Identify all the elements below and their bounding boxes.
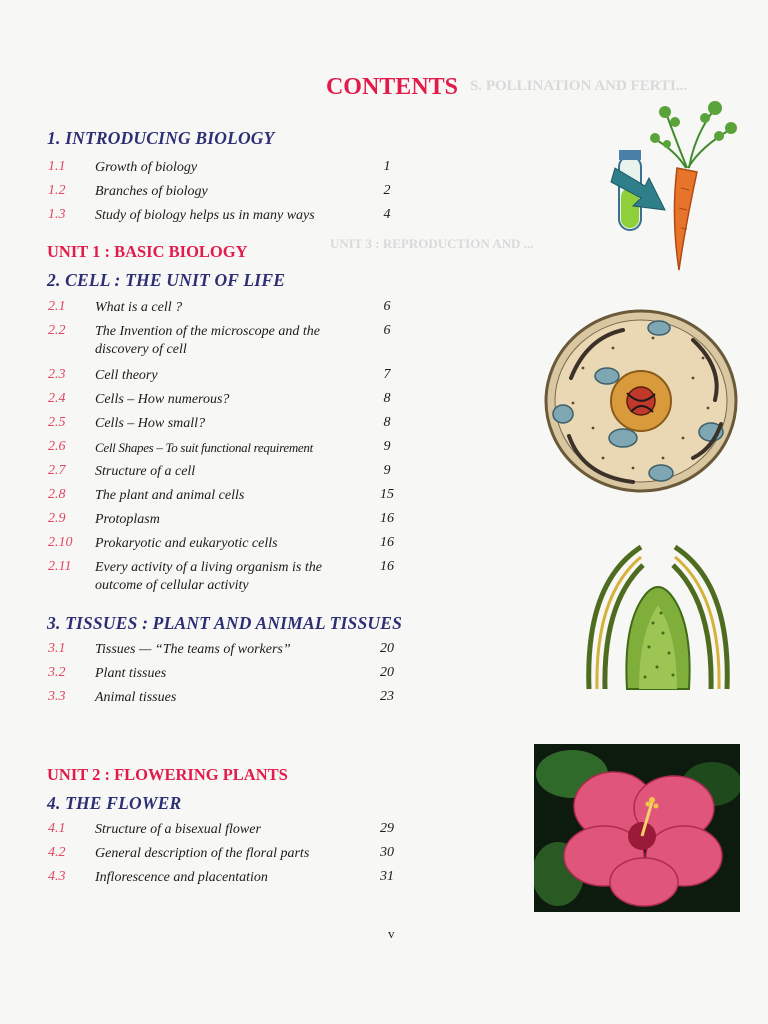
entry-title: Structure of a bisexual flower — [95, 822, 261, 837]
entry-page: 31 — [380, 869, 394, 884]
bleed-through-text: UNIT 3 : REPRODUCTION AND ... — [330, 236, 534, 251]
entry-page: 4 — [383, 207, 391, 222]
entry-page: 20 — [380, 665, 394, 680]
entry-number: 1.2 — [48, 183, 66, 198]
entry-title: Plant tissues — [95, 666, 167, 681]
entry-page: 30 — [380, 845, 394, 860]
entry-title: Tissues — “The teams of workers” — [95, 642, 291, 657]
entry-page: 16 — [380, 559, 394, 574]
entry-title: Structure of a cell — [95, 464, 196, 479]
entry-title: Inflorescence and placentation — [95, 870, 268, 885]
entry-number: 2.7 — [48, 463, 66, 478]
chapter-heading: 2. CELL : THE UNIT OF LIFE — [47, 270, 286, 290]
entry-title: Cell Shapes – To suit functional requirement — [95, 440, 313, 455]
entry-page: 9 — [383, 439, 391, 454]
hibiscus-flower-photo — [534, 744, 740, 912]
entry-number: 4.2 — [48, 845, 66, 860]
entry-page: 8 — [383, 391, 391, 406]
entry-number: 3.3 — [48, 689, 66, 704]
page-number: v — [388, 926, 395, 941]
entry-number: 2.9 — [48, 511, 66, 526]
entry-number: 1.3 — [48, 207, 66, 222]
entry-page: 2 — [383, 183, 391, 198]
cell-diagram-illustration — [543, 308, 739, 494]
entry-title: Study of biology helps us in many ways — [95, 208, 315, 223]
entry-title: Cell theory — [95, 368, 158, 383]
entry-page: 8 — [383, 415, 391, 430]
entry-title: What is a cell ? — [95, 300, 183, 315]
chapter-heading: 3. TISSUES : PLANT AND ANIMAL TISSUES — [47, 613, 403, 633]
entry-page: 7 — [383, 367, 391, 382]
entry-page: 15 — [380, 487, 394, 502]
entry-number: 2.8 — [48, 487, 66, 502]
entry-title: The Invention of the microscope and the discovery of cell — [95, 324, 320, 357]
entry-number: 4.3 — [48, 869, 66, 884]
entry-number: 2.6 — [48, 439, 66, 454]
entry-title: Cells – How numerous? — [95, 392, 230, 407]
entry-page: 29 — [380, 821, 394, 836]
entry-page: 23 — [380, 689, 394, 704]
entry-number: 2.3 — [48, 367, 66, 382]
entry-title: Prokaryotic and eukaryotic cells — [95, 536, 278, 551]
entry-number: 2.11 — [48, 559, 72, 574]
entry-title: The plant and animal cells — [95, 488, 245, 503]
carrot-icon — [650, 101, 737, 270]
carrot-test-tube-illustration — [605, 98, 745, 278]
unit-heading: UNIT 2 : FLOWERING PLANTS — [47, 765, 288, 784]
entry-page: 1 — [383, 159, 391, 174]
entry-title: General description of the floral parts — [95, 846, 310, 861]
shoot-apex-illustration — [583, 543, 733, 691]
entry-number: 1.1 — [48, 159, 66, 174]
entry-number: 3.1 — [48, 641, 66, 656]
unit-heading: UNIT 1 : BASIC BIOLOGY — [47, 242, 248, 261]
entry-number: 3.2 — [48, 665, 66, 680]
entry-title: Branches of biology — [95, 184, 208, 199]
entry-page: 6 — [383, 323, 391, 338]
entry-page: 16 — [380, 535, 394, 550]
entry-title: Animal tissues — [95, 690, 177, 705]
entry-page: 16 — [380, 511, 394, 526]
entry-title: Every activity of a living organism is the outcome of cellular activity — [95, 560, 322, 593]
entry-title: Cells – How small? — [95, 416, 206, 431]
page-title: CONTENTS — [325, 74, 459, 100]
chapter-heading: 4. THE FLOWER — [47, 793, 182, 813]
entry-number: 2.5 — [48, 415, 66, 430]
entry-number: 4.1 — [48, 821, 66, 836]
entry-number: 2.4 — [48, 391, 66, 406]
entry-title: Protoplasm — [95, 512, 160, 527]
entry-number: 2.10 — [48, 535, 73, 550]
entry-number: 2.2 — [48, 323, 66, 338]
chapter-heading: 1. INTRODUCING BIOLOGY — [47, 128, 275, 148]
entry-page: 6 — [383, 299, 391, 314]
entry-page: 20 — [380, 641, 394, 656]
entry-title: Growth of biology — [95, 160, 198, 175]
entry-number: 2.1 — [48, 299, 66, 314]
entry-page: 9 — [383, 463, 391, 478]
bleed-through-text: S. POLLINATION AND FERTI... — [470, 78, 688, 94]
